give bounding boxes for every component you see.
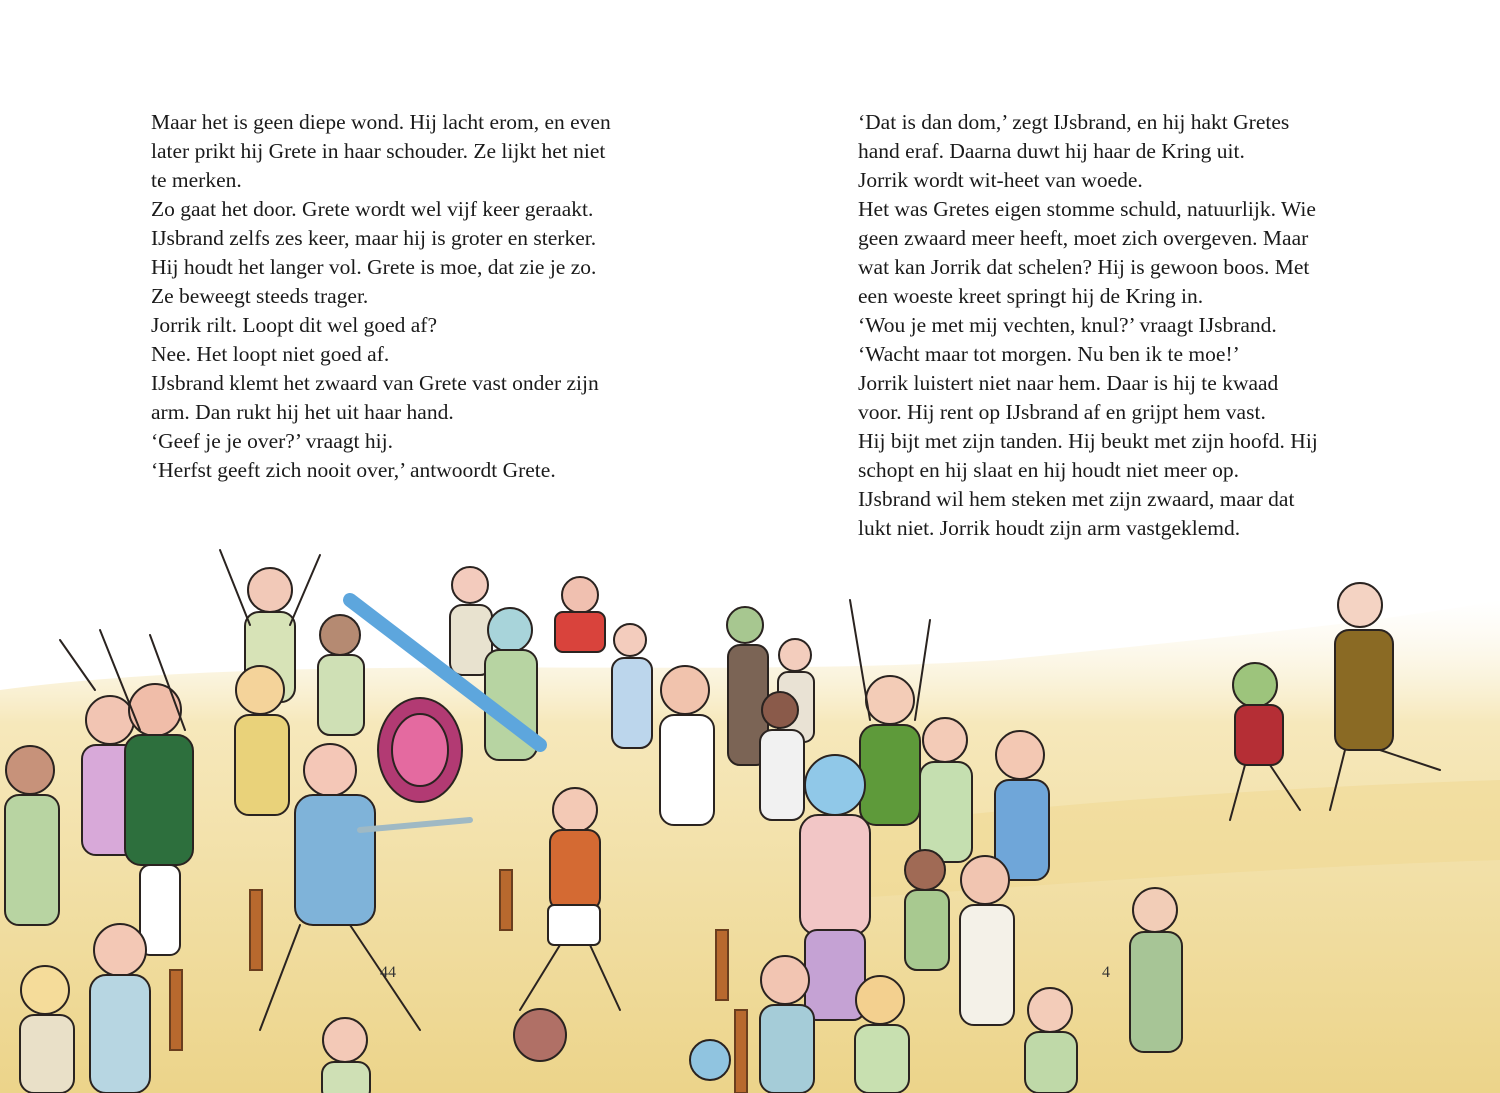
text-line: ‘Wacht maar tot morgen. Nu ben ik te moe!’ [858, 342, 1240, 366]
figure [920, 718, 972, 862]
text-line: ‘Dat is dan dom,’ zegt IJsbrand, en hij hakt Gretes [858, 110, 1290, 134]
text-line: Hij bijt met zijn tanden. Hij beukt met zijn hoofd. Hij [858, 429, 1318, 453]
figure [660, 666, 714, 825]
text-line: ‘Geef je je over?’ vraagt hij. [151, 429, 393, 453]
text-line: later prikt hij Grete in haar schouder. Ze lijkt het niet [151, 139, 606, 163]
text-line: Maar het is geen diepe wond. Hij lacht erom, en even [151, 110, 611, 134]
text-line: ‘Herfst geeft zich nooit over,’ antwoordt Grete. [151, 458, 556, 482]
figure [5, 746, 59, 925]
figure [995, 731, 1049, 880]
crowd-illustration [0, 530, 1500, 1093]
text-line: geen zwaard meer heeft, moet zich overgeven. Maar [858, 226, 1309, 250]
text-line: IJsbrand wil hem steken met zijn zwaard, maar dat [858, 487, 1295, 511]
text-line: een woeste kreet springt hij de Kring in. [858, 284, 1204, 308]
text-line: Jorrik luistert niet naar hem. Daar is hij te kwaad [858, 371, 1279, 395]
text-line: voor. Hij rent op IJsbrand af en grijpt hem vast. [858, 400, 1266, 424]
figure [1025, 988, 1077, 1093]
text-line: IJsbrand zelfs zes keer, maar hij is groter en sterker. [151, 226, 597, 250]
text-line: Nee. Het loopt niet goed af. [151, 342, 390, 366]
text-line: Jorrik rilt. Loopt dit wel goed af? [151, 313, 437, 337]
text-line: ‘Wou je met mij vechten, knul?’ vraagt IJsbrand. [858, 313, 1277, 337]
right-page-text [858, 108, 1338, 543]
page-number-right: 4 [1102, 964, 1110, 981]
figure [855, 976, 909, 1093]
left-page-text [151, 108, 631, 485]
text-line: Hij houdt het langer vol. Grete is moe, dat zie je zo. [151, 255, 597, 279]
figure [318, 615, 364, 735]
figure [690, 1040, 730, 1080]
page-number-left: 44 [380, 964, 396, 981]
text-line: Ze beweegt steeds trager. [151, 284, 369, 308]
text-line: te merken. [151, 168, 242, 192]
figure [555, 577, 605, 652]
figure [800, 755, 870, 1020]
figure [612, 624, 652, 748]
text-line: lukt niet. Jorrik houdt zijn arm vastgeklemd. [858, 516, 1241, 540]
figure [760, 692, 804, 820]
figure [960, 856, 1014, 1025]
figure [90, 924, 150, 1093]
figure [514, 1009, 566, 1061]
figure [235, 666, 289, 815]
figure [760, 956, 814, 1093]
text-line: IJsbrand klemt het zwaard van Grete vast onder zijn [151, 371, 599, 395]
text-line: Het was Gretes eigen stomme schuld, natuurlijk. Wie [858, 197, 1316, 221]
text-line: Jorrik wordt wit-heet van woede. [858, 168, 1143, 192]
shield [378, 698, 462, 802]
figure [1130, 888, 1182, 1052]
text-line: Zo gaat het door. Grete wordt wel vijf keer geraakt. [151, 197, 594, 221]
text-line: hand eraf. Daarna duwt hij haar de Kring uit. [858, 139, 1245, 163]
text-line: arm. Dan rukt hij het uit haar hand. [151, 400, 454, 424]
figure [20, 966, 74, 1093]
figure [905, 850, 949, 970]
text-line: wat kan Jorrik dat schelen? Hij is gewoon boos. Met [858, 255, 1310, 279]
text-line: schopt en hij slaat en hij houdt niet meer op. [858, 458, 1239, 482]
